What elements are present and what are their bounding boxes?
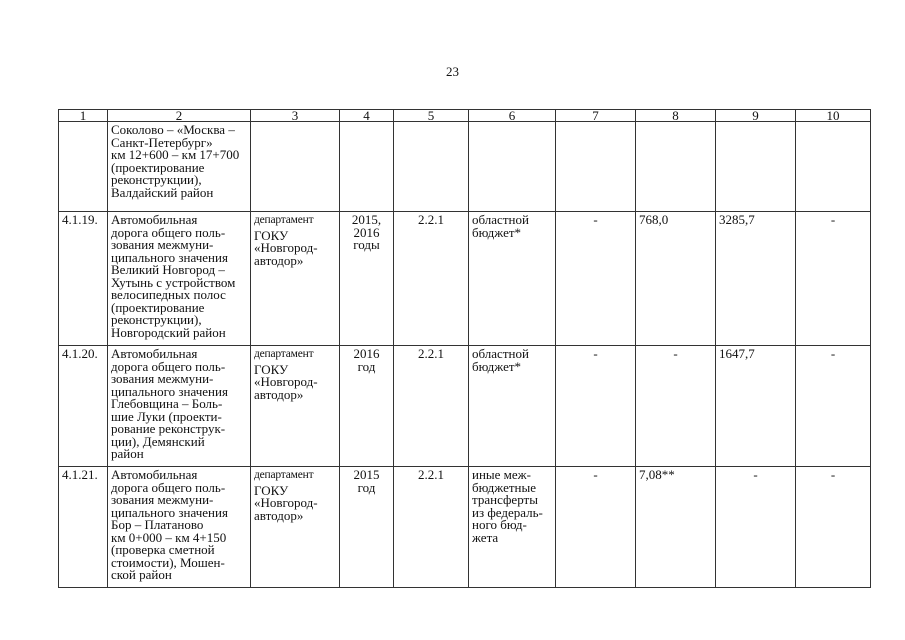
- col-header-6: 6: [469, 110, 556, 122]
- page-number: 23: [446, 64, 459, 79]
- executor: департамент ГОКУ «Новгород- автодор»: [251, 467, 340, 588]
- period: [340, 122, 394, 212]
- col-header-4: 4: [340, 110, 394, 122]
- amount-col-7: -: [556, 346, 636, 467]
- table-row: [59, 212, 871, 346]
- executor: департамент ГОКУ «Новгород- автодор»: [251, 346, 340, 467]
- table-row: [59, 346, 871, 467]
- amount-col-10: [796, 122, 871, 212]
- object-name: Соколово – «Москва – Санкт-Петербург» км 12+600 – км 17+700 (проектирование реконструкции), Валдайский район: [108, 122, 251, 212]
- funding-source: иные меж- бюджетные трансферты из федераль- ного бюд- жета: [469, 467, 556, 588]
- funding-source: областной бюджет*: [469, 212, 556, 346]
- amount-col-10: -: [796, 212, 871, 346]
- row-number: 4.1.19.: [59, 212, 108, 346]
- amount-col-8: 7,08**: [636, 467, 716, 588]
- object-name: Автомобильная дорога общего поль- зования межмуни- ципального значения Глебовщина – Боль- шие Луки (проекти- рование реконструк- ции), Демянский район: [108, 346, 251, 467]
- amount-col-7: -: [556, 212, 636, 346]
- col-header-2: 2: [108, 110, 251, 122]
- amount-col-9: 1647,7: [716, 346, 796, 467]
- col-header-9: 9: [716, 110, 796, 122]
- table-row: [59, 467, 871, 588]
- amount-col-7: [556, 122, 636, 212]
- amount-col-9: [716, 122, 796, 212]
- period: 2015 год: [340, 467, 394, 588]
- executor: [251, 122, 340, 212]
- target-code: 2.2.1: [394, 346, 469, 467]
- amount-col-8: 768,0: [636, 212, 716, 346]
- target-code: [394, 122, 469, 212]
- target-code: 2.2.1: [394, 212, 469, 346]
- target-code: 2.2.1: [394, 467, 469, 588]
- col-header-7: 7: [556, 110, 636, 122]
- period: 2016 год: [340, 346, 394, 467]
- row-number: 4.1.21.: [59, 467, 108, 588]
- amount-col-10: -: [796, 467, 871, 588]
- col-header-10: 10: [796, 110, 871, 122]
- row-number: [59, 122, 108, 212]
- amount-col-7: -: [556, 467, 636, 588]
- period: 2015, 2016 годы: [340, 212, 394, 346]
- amount-col-10: -: [796, 346, 871, 467]
- col-header-8: 8: [636, 110, 716, 122]
- col-header-1: 1: [59, 110, 108, 122]
- table-row: [59, 122, 871, 212]
- executor: департамент ГОКУ «Новгород- автодор»: [251, 212, 340, 346]
- amount-col-8: [636, 122, 716, 212]
- object-name: Автомобильная дорога общего поль- зования межмуни- ципального значения Великий Новгород – Хутынь с устройством велосипедных полос (проектирование реконструкции), Новгородский район: [108, 212, 251, 346]
- amount-col-8: -: [636, 346, 716, 467]
- amount-col-9: -: [716, 467, 796, 588]
- col-header-3: 3: [251, 110, 340, 122]
- funding-source: [469, 122, 556, 212]
- header-row: [59, 110, 871, 122]
- amount-col-9: 3285,7: [716, 212, 796, 346]
- col-header-5: 5: [394, 110, 469, 122]
- row-number: 4.1.20.: [59, 346, 108, 467]
- program-table: [58, 109, 871, 588]
- funding-source: областной бюджет*: [469, 346, 556, 467]
- object-name: Автомобильная дорога общего поль- зования межмуни- ципального значения Бор – Платаново км 0+000 – км 4+150 (проверка сметной стоимости), Мошен- ской район: [108, 467, 251, 588]
